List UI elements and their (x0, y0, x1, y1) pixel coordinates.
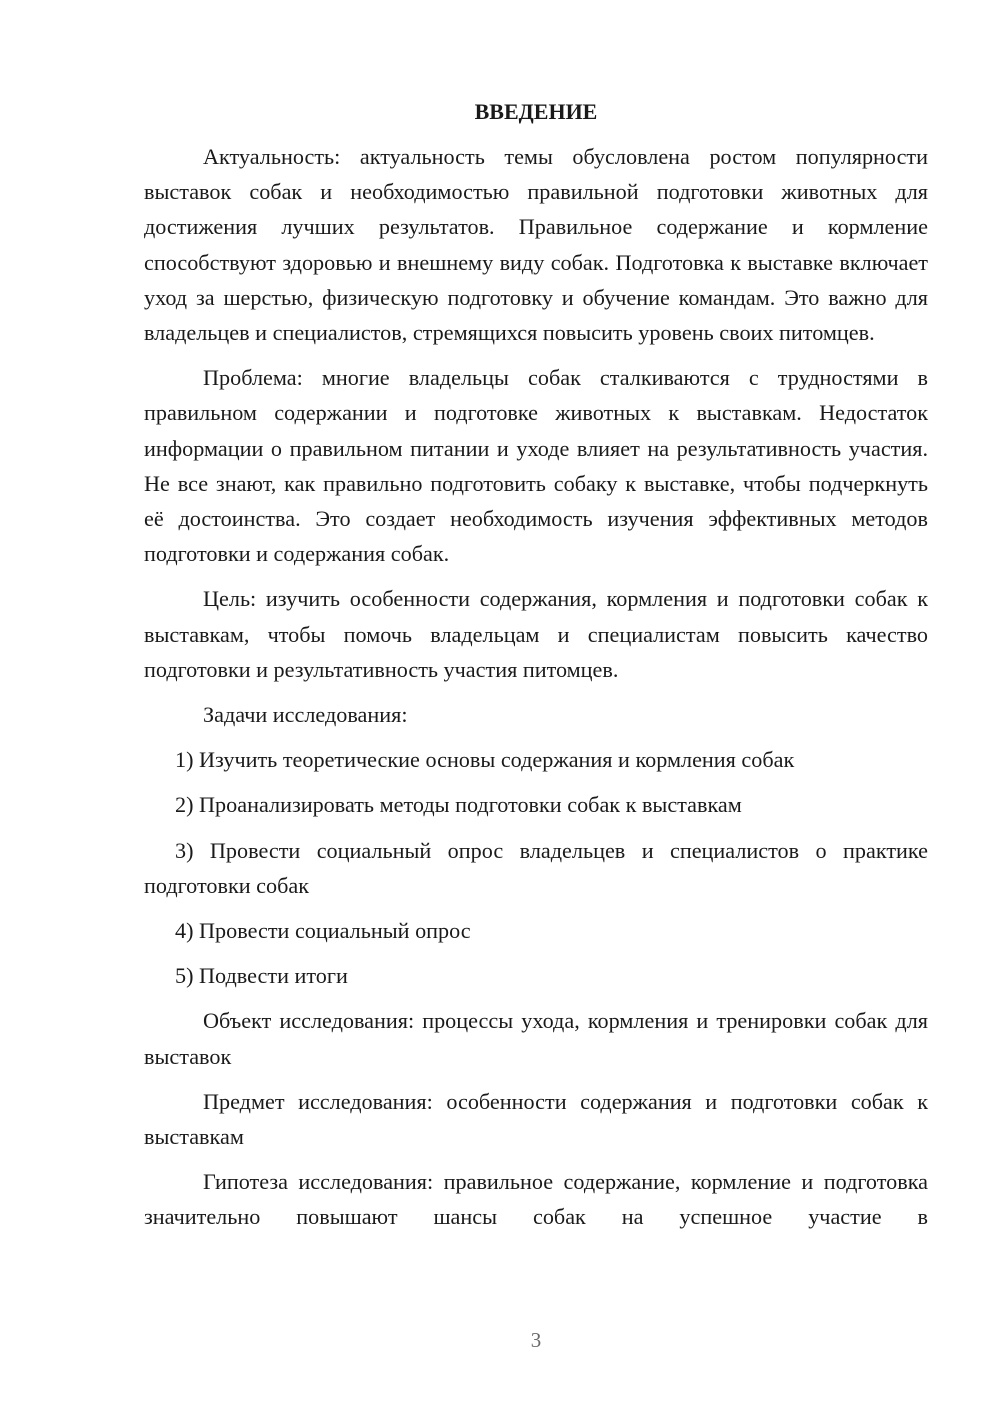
paragraph-object: Объект исследования: процессы ухода, кормления и тренировки собак для выставок (144, 1008, 928, 1069)
list-item: 2) Проанализировать методы подготовки собак к выставкам (175, 792, 742, 818)
page-title: ВВЕДЕНИЕ (474, 99, 598, 124)
tasks-heading: Задачи исследования: (203, 702, 408, 728)
paragraph-goal: Цель: изучить особенности содержания, кормления и подготовки собак к выставкам, чтобы помочь владельцам и специалистам повысить качество подготовки и результативность участия питомцев. (144, 586, 928, 682)
paragraph-subject: Предмет исследования: особенности содержания и подготовки собак к выставкам (144, 1088, 928, 1150)
paragraph-relevance: Актуальность: актуальность темы обусловлена ростом популярности выставок собак и необходимостью правильной подготовки животных для достижения лучших результатов. Правильное содержание и кормление способствуют здоровью и внешнему виду собак. Подготовка к выставке включает уход за шерстью, физическую подготовку и обучение командам. Это важно для владельцев и специалистов, стремящихся повысить уровень своих питомцев. (144, 144, 928, 346)
list-item: 1) Изучить теоретические основы содержания и кормления собак (175, 747, 795, 773)
page-content (144, 94, 928, 1235)
list-item: 5) Подвести итоги (175, 963, 348, 989)
paragraph-hypothesis: Гипотеза исследования: правильное содержание, кормление и подготовка значительно повышают шансы собак на успешное участие в (144, 1169, 928, 1230)
list-item: 4) Провести социальный опрос (175, 918, 471, 944)
tasks-list (144, 742, 928, 993)
list-item: 3) Провести социальный опрос владельцев и специалистов о практике подготовки собак (144, 837, 928, 898)
paragraph-problem: Проблема: многие владельцы собак сталкиваются с трудностями в правильном содержании и подготовке животных к выставкам. Недостаток информации о правильном питании и уходе влияет на результативность участия. Не все знают, как правильно подготовить собаку к выставке, чтобы подчеркнуть её достоинства. Это создает необходимость изучения эффективных методов подготовки и содержания собак. (144, 365, 928, 567)
page-number: 3 (530, 1328, 542, 1352)
